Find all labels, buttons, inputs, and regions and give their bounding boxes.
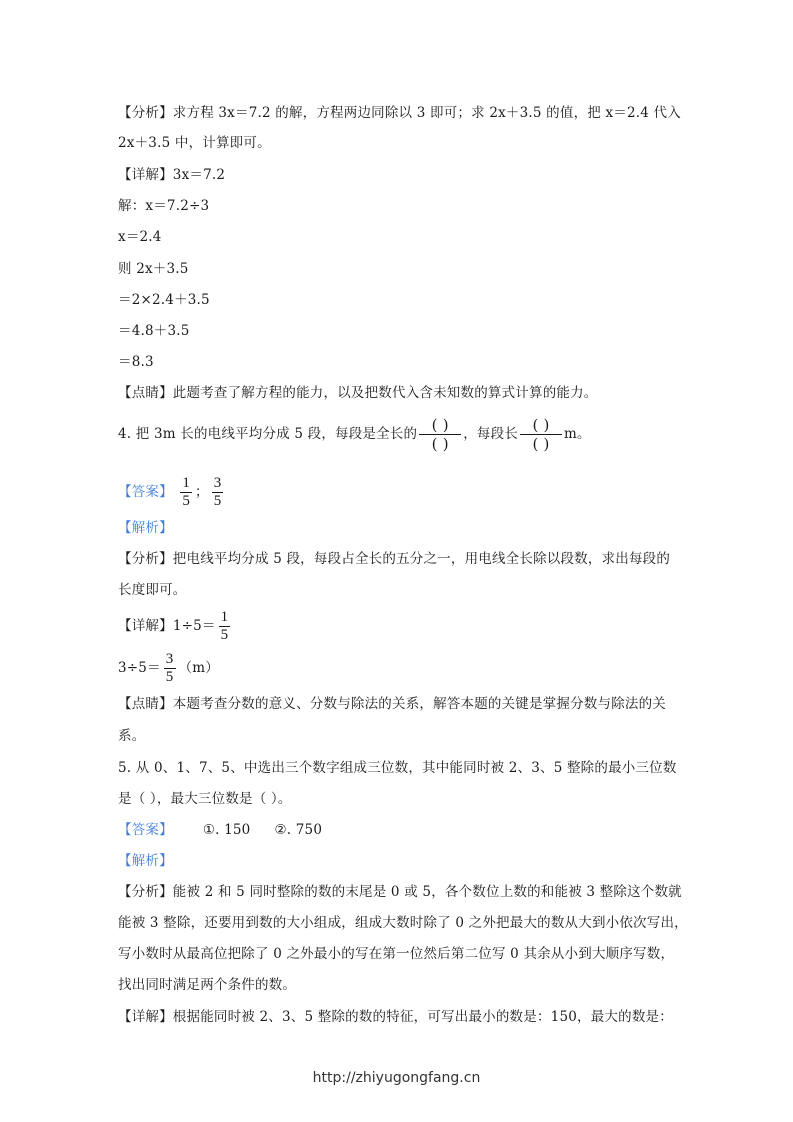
answer-separator: ； (195, 484, 209, 500)
analysis-line: 2x＋3.5 中，计算即可。 (118, 135, 271, 151)
analysis-line: 能被 3 整除，还要用到数的大小组成，组成大数时除了 0 之外把最大的数从大到小依次写出， (118, 915, 688, 931)
answer-line (118, 474, 226, 510)
analysis-line: 找出同时满足两个条件的数。 (118, 977, 297, 993)
comment-line: 【点睛】此题考查了解方程的能力，以及把数代入含未知数的算式计算的能力。 (118, 385, 598, 401)
answer-item: ①. 150 (202, 822, 251, 838)
unit: （m） (178, 660, 219, 676)
solution-step: ＝8.3 (118, 354, 154, 370)
question-4-stem (118, 414, 591, 454)
answer-label: 【答案】 (118, 822, 173, 838)
analysis-line: 【分析】求方程 3x＝7.2 的解，方程两边同除以 3 即可；求 2x＋3.5 的值，把 x＝2.4 代入 (118, 105, 681, 121)
solution-step: 解：x＝7.2÷3 (118, 198, 210, 214)
analysis-line: 【分析】能被 2 和 5 同时整除的数的末尾是 0 或 5，各个数位上数的和能被 3 整除这个数就 (118, 884, 682, 900)
fraction: $\frac{3}{5}$ (165, 651, 174, 685)
blank-fraction: ( ) ( ) (520, 416, 562, 453)
footer-url: http://zhiyugongfang.cn (312, 1070, 481, 1086)
analysis-line: 【分析】把电线平均分成 5 段，每段占全长的五分之一，用电线全长除以段数，求出每段的 (118, 551, 671, 567)
fraction: $\frac{3}{5}$ (213, 475, 222, 509)
question-5-stem: 是（ ），最大三位数是（ ）。 (118, 791, 292, 807)
answer-label: 【答案】 (118, 484, 173, 500)
answer-item: ②. 750 (274, 822, 323, 838)
solution-step: ＝2×2.4＋3.5 (118, 292, 210, 308)
blank-fraction: ( ) ( ) (419, 416, 461, 453)
expression: 1÷5＝ (172, 618, 216, 634)
solution-step: x＝2.4 (118, 229, 162, 245)
analysis-line: 长度即可。 (118, 582, 187, 598)
fraction: $\frac{1}{5}$ (220, 609, 229, 643)
detail-heading: 【详解】3x＝7.2 (118, 167, 226, 183)
solution-step: ＝4.8＋3.5 (118, 323, 190, 339)
detail-line (118, 608, 233, 644)
question-4-text-a: 4. 把 3m 长的电线平均分成 5 段，每段是全长的 (118, 426, 418, 442)
detail-line (118, 650, 219, 686)
question-4-text-c: m。 (564, 426, 591, 442)
question-5-stem: 5. 从 0、1、7、5、中选出三个数字组成三位数，其中能同时被 2、3、5 整除的最小三位数 (118, 760, 677, 776)
comment-line: 系。 (118, 728, 146, 744)
fraction: $\frac{1}{5}$ (182, 475, 191, 509)
solution-step: 则 2x＋3.5 (118, 261, 189, 277)
comment-line: 【点睛】本题考查分数的意义、分数与除法的关系，解答本题的关键是掌握分数与除法的关 (118, 696, 666, 712)
question-4-text-b: ，每段长 (463, 426, 519, 442)
analysis-line: 写小数时从最高位把除了 0 之外最小的写在第一位然后第二位写 0 其余从小到大顺序写数， (118, 946, 675, 962)
answer-line (118, 821, 322, 839)
jiexi-label: 【解析】 (118, 520, 173, 536)
detail-label: 【详解】 (118, 618, 173, 634)
jiexi-label: 【解析】 (118, 853, 173, 869)
expression: 3÷5＝ (118, 660, 161, 676)
detail-line: 【详解】根据能同时被 2、3、5 整除的数的特征，可写出最小的数是：150，最大的数是： (118, 1009, 673, 1025)
